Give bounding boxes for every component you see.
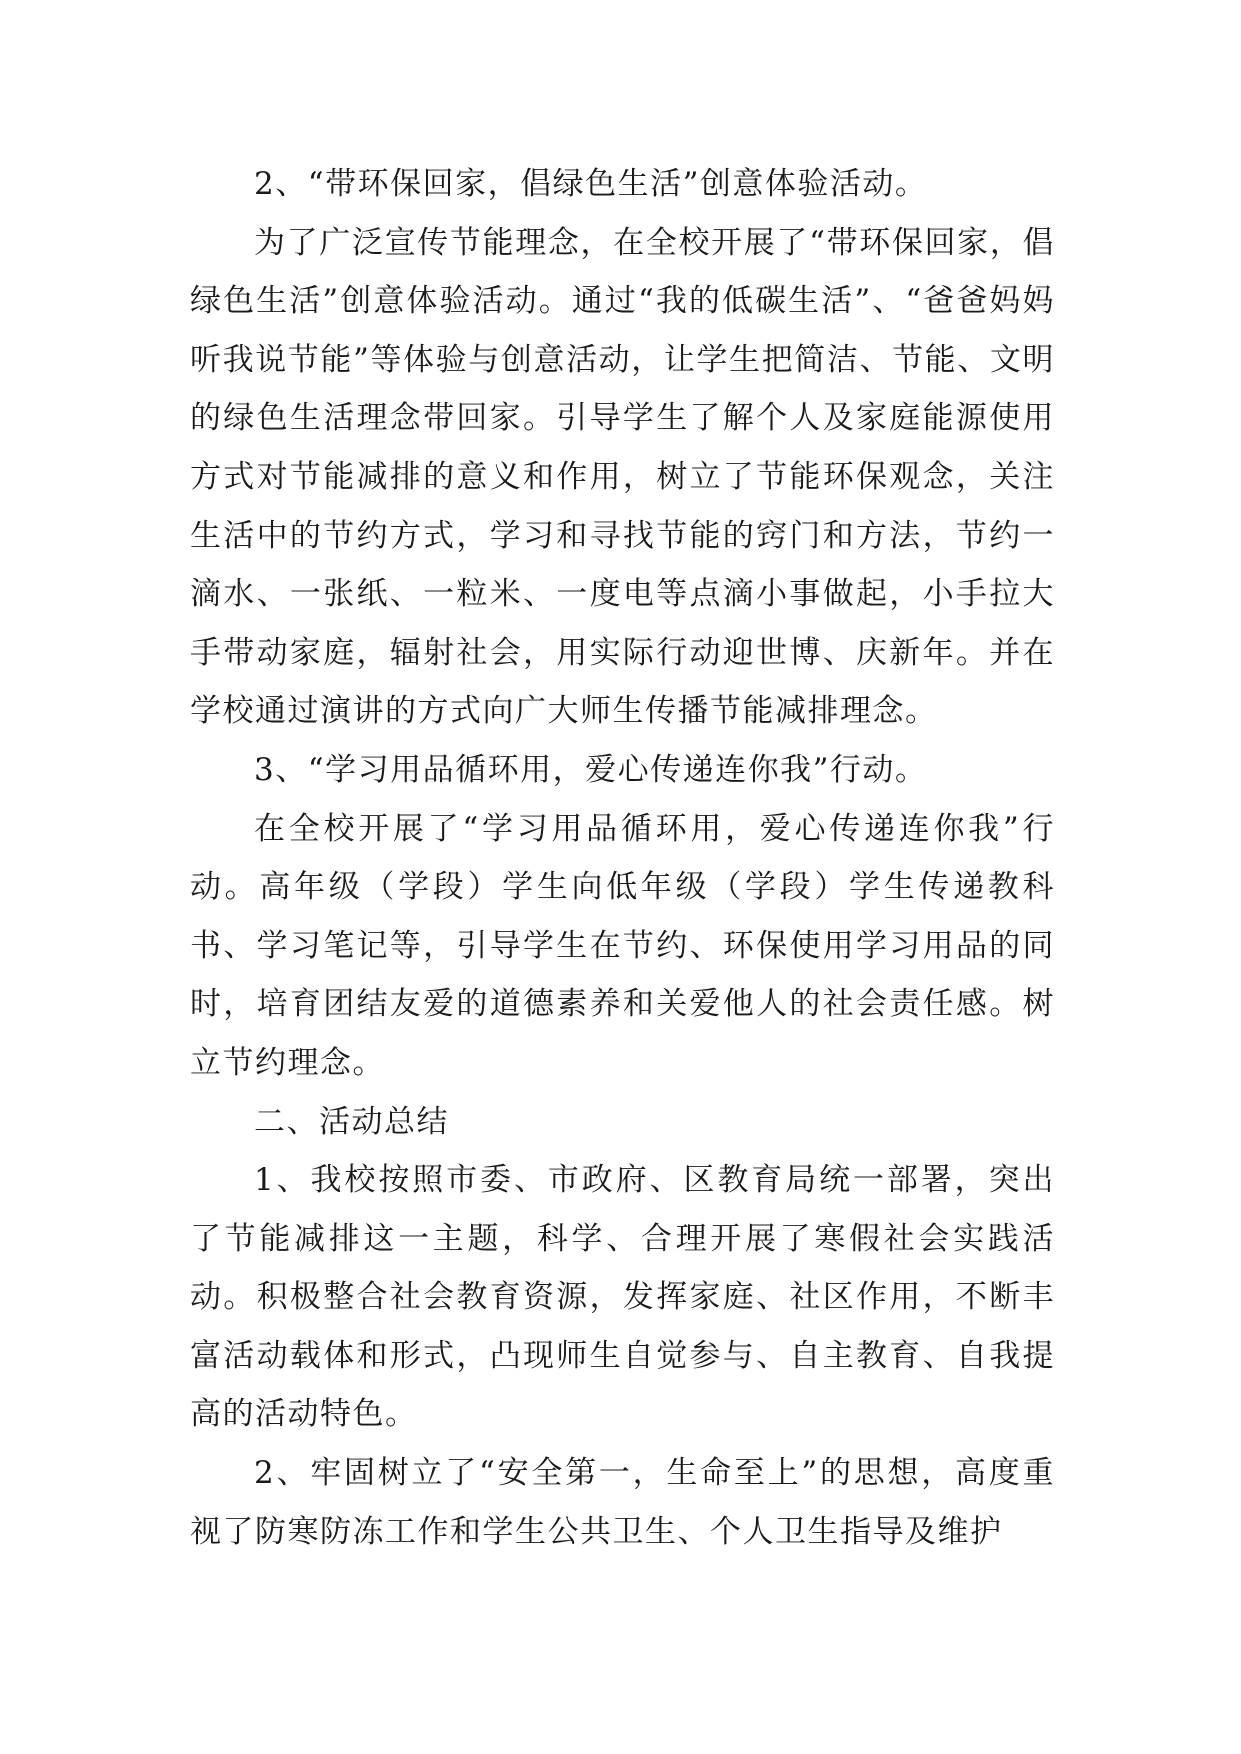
section-heading-green-life: 2、“带环保回家，倡绿色生活”创意体验活动。 xyxy=(254,166,928,202)
paragraph-summary-point-1: 1、我校按照市委、市政府、区教育局统一部署，突出了节能减排这一主题，科学、合理开展了寒假社会实践活动。积极整合社会教育资源，发挥家庭、社区作用，不断丰富活动载体和形式，凸现师生自觉参与、自主教育、自我提高的活动特色。 xyxy=(190,1162,1055,1433)
paragraph-summary-point-2: 2、牢固树立了“安全第一，生命至上”的思想，高度重视了防寒防冻工作和学生公共卫生、个人卫生指导及维护 xyxy=(190,1455,1055,1550)
document-body xyxy=(190,155,1055,1561)
section-heading-activity-summary: 二、活动总结 xyxy=(254,1103,449,1140)
paragraph-green-life-activity: 为了广泛宣传节能理念，在全校开展了“带环保回家，倡绿色生活”创意体验活动。通过“我的低碳生活”、“爸爸妈妈听我说节能”等体验与创意活动，让学生把简洁、节能、文明的绿色生活理念带回家。引导学生了解个人及家庭能源使用方式对节能减排的意义和作用，树立了节能环保观念，关注生活中的节约方式，学习和寻找节能的窍门和方法，节约一滴水、一张纸、一粒米、一度电等点滴小事做起，小手拉大手带动家庭，辐射社会，用实际行动迎世博、庆新年。并在学校通过演讲的方式向广大师生传播节能减排理念。 xyxy=(190,224,1055,730)
paragraph-supplies-recycling: 在全校开展了“学习用品循环用，爱心传递连你我”行动。高年级（学段）学生向低年级（学段）学生传递教科书、学习笔记等，引导学生在节约、环保使用学习用品的同时，培育团结友爱的道德素养和关爱他人的社会责任感。树立节约理念。 xyxy=(190,810,1055,1081)
section-heading-supplies-recycling: 3、“学习用品循环用，爱心传递连你我”行动。 xyxy=(254,751,928,788)
